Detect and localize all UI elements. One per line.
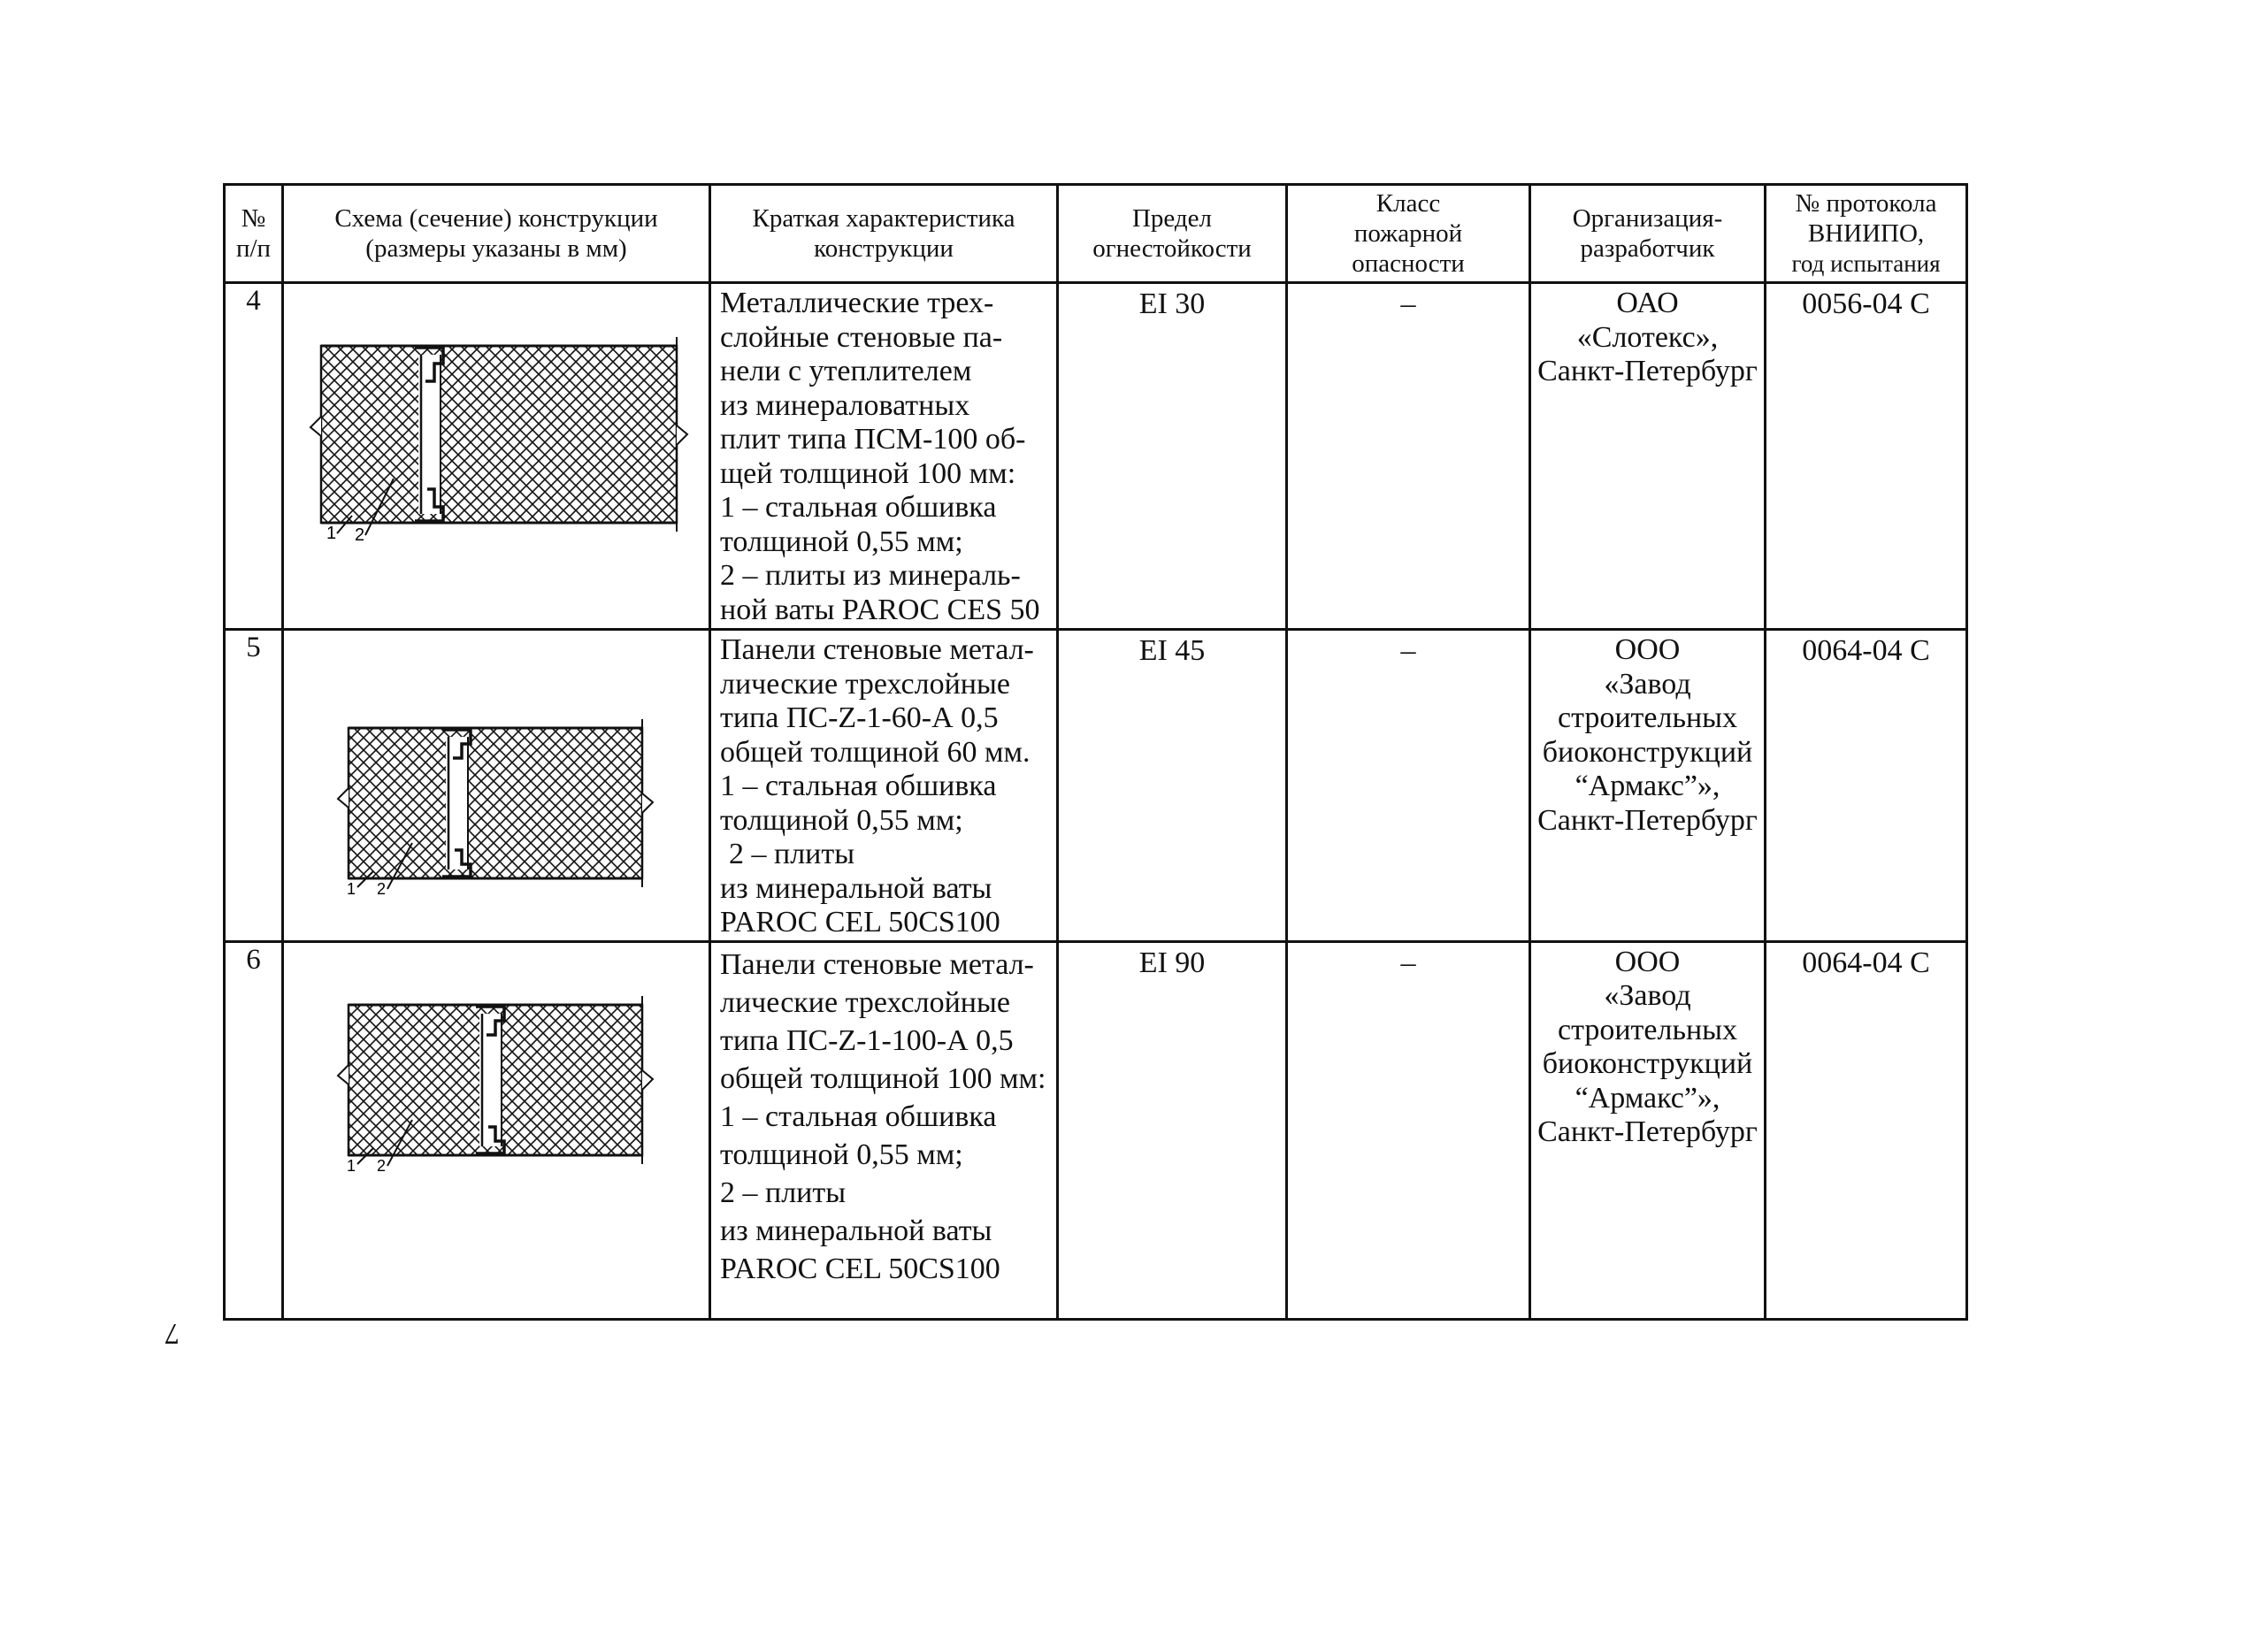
description-line: типа ПС-Z-1-60-А 0,5: [720, 701, 999, 734]
organization-line: «Завод: [1604, 667, 1691, 701]
description-line: нели с утеплителем: [720, 355, 972, 387]
header-line: Схема (сечение) конструкции: [334, 204, 658, 233]
organization-line: «Слотекс»,: [1576, 320, 1719, 354]
organization-cell: [1530, 283, 1766, 630]
scheme-label: 2: [377, 880, 387, 896]
header-line: Краткая характеристика: [752, 204, 1015, 233]
header-line: Организация-: [1572, 204, 1723, 233]
header-line: огнестойкости: [1092, 234, 1252, 263]
description-line: ной ваты PAROC CES 50: [720, 593, 1040, 626]
organization-line: биоконструкций: [1542, 735, 1753, 769]
organization-line: “Армакс”»,: [1575, 770, 1720, 802]
page-number: 7: [165, 1317, 180, 1350]
protocol-cell: 0064-04 С: [1766, 630, 1967, 942]
description-line: Панели стеновые метал-: [720, 633, 1034, 666]
organization-line: Санкт-Петербург: [1537, 803, 1758, 837]
description-line: из минеральной ваты: [720, 1214, 992, 1247]
header-line: Класс: [1375, 189, 1441, 218]
protocol-cell: 0056-04 С: [1766, 283, 1967, 630]
header-line: пожарной: [1353, 219, 1463, 248]
description-line: Металлические трех-: [720, 287, 994, 319]
organization-line: биоконструкций: [1542, 1047, 1753, 1080]
description-cell: [710, 941, 1058, 1319]
header-line: ВНИИПО,: [1807, 219, 1925, 248]
header-fire-hazard-class: [1287, 185, 1530, 283]
description-line: PAROC CEL 50CS100: [720, 1252, 1000, 1285]
fire-resistance-table: [223, 183, 1968, 1321]
description-line: лические трехслойные: [720, 985, 1010, 1019]
organization-line: Санкт-Петербург: [1537, 355, 1758, 387]
description-cell: [710, 283, 1058, 630]
header-organization: [1530, 185, 1766, 283]
fire-hazard-class-cell: –: [1287, 941, 1530, 1319]
description-line: толщиной 0,55 мм;: [720, 525, 963, 558]
header-line: (размеры указаны в мм): [365, 234, 627, 263]
organization-cell: [1530, 941, 1766, 1319]
row-number: 6: [225, 941, 283, 1319]
organization-cell: [1530, 630, 1766, 942]
header-protocol: [1766, 185, 1967, 283]
fire-resistance-cell: EI 45: [1058, 630, 1287, 942]
description-line: 2 – плиты из минераль-: [720, 559, 1021, 592]
header-line: разработчик: [1580, 234, 1715, 263]
panel-section-drawing: [333, 996, 669, 1173]
organization-line: ООО: [1614, 633, 1681, 666]
scheme-cell: [283, 630, 710, 942]
organization-line: строительных: [1557, 1013, 1738, 1046]
header-line: п/п: [235, 234, 272, 263]
fire-hazard-class-cell: –: [1287, 283, 1530, 630]
description-line: лические трехслойные: [720, 667, 1010, 701]
header-row: [225, 185, 1967, 283]
fire-hazard-class-cell: –: [1287, 630, 1530, 942]
header-description: [710, 185, 1058, 283]
fire-resistance-cell: EI 30: [1058, 283, 1287, 630]
row-number: 5: [225, 630, 283, 942]
header-line: год испытания: [1791, 250, 1941, 277]
table-row: [225, 941, 1967, 1319]
table-row: [225, 630, 1967, 942]
header-line: № протокола: [1795, 189, 1937, 218]
panel-section-drawing: [303, 337, 693, 540]
row-number: 4: [225, 283, 283, 630]
scheme-label: 2: [355, 525, 365, 540]
organization-line: “Армакс”»,: [1575, 1081, 1720, 1115]
description-line: общей толщиной 60 мм.: [720, 735, 1031, 769]
header-fire-resistance: [1058, 185, 1287, 283]
description-line: Панели стеновые метал-: [720, 947, 1034, 981]
fire-resistance-cell: EI 90: [1058, 941, 1287, 1319]
table-row: [225, 283, 1967, 630]
description-line: щей толщиной 100 мм:: [720, 456, 1016, 490]
header-line: №: [241, 204, 266, 233]
description-line: PAROC CEL 50CS100: [720, 906, 1000, 939]
scheme-label: 1: [326, 524, 337, 540]
description-line: 2 – плиты: [729, 838, 855, 870]
organization-line: ОАО: [1616, 287, 1679, 319]
organization-line: «Завод: [1604, 979, 1691, 1012]
description-line: 1 – стальная обшивка: [720, 1099, 997, 1133]
scheme-label: 1: [347, 880, 356, 896]
description-line: из минераловатных: [720, 388, 970, 422]
description-line: плит типа ПСМ-100 об-: [720, 423, 1026, 456]
description-line: толщиной 0,55 мм;: [720, 803, 963, 837]
header-scheme: [283, 185, 710, 283]
organization-line: Санкт-Петербург: [1537, 1115, 1758, 1148]
description-line: типа ПС-Z-1-100-А 0,5: [720, 1023, 1014, 1057]
organization-line: ООО: [1614, 945, 1681, 978]
header-line: конструкции: [814, 234, 954, 263]
description-line: общей толщиной 100 мм:: [720, 1061, 1046, 1095]
description-cell: [710, 630, 1058, 942]
header-line: опасности: [1352, 249, 1465, 278]
scheme-cell: [283, 283, 710, 630]
scheme-cell: [283, 941, 710, 1319]
header-number: [225, 185, 283, 283]
description-line: 2 – плиты: [720, 1176, 847, 1209]
description-line: толщиной 0,55 мм;: [720, 1138, 963, 1171]
description-line: 1 – стальная обшивка: [720, 491, 997, 524]
scheme-label: 2: [377, 1156, 387, 1173]
description-line: слойные стеновые па-: [720, 320, 1003, 354]
organization-line: строительных: [1557, 701, 1738, 734]
panel-section-drawing: [333, 719, 669, 896]
description-line: 1 – стальная обшивка: [720, 770, 997, 802]
description-line: из минеральной ваты: [720, 871, 992, 905]
scheme-label: 1: [347, 1156, 356, 1173]
header-line: Предел: [1131, 204, 1213, 233]
protocol-cell: 0064-04 С: [1766, 941, 1967, 1319]
